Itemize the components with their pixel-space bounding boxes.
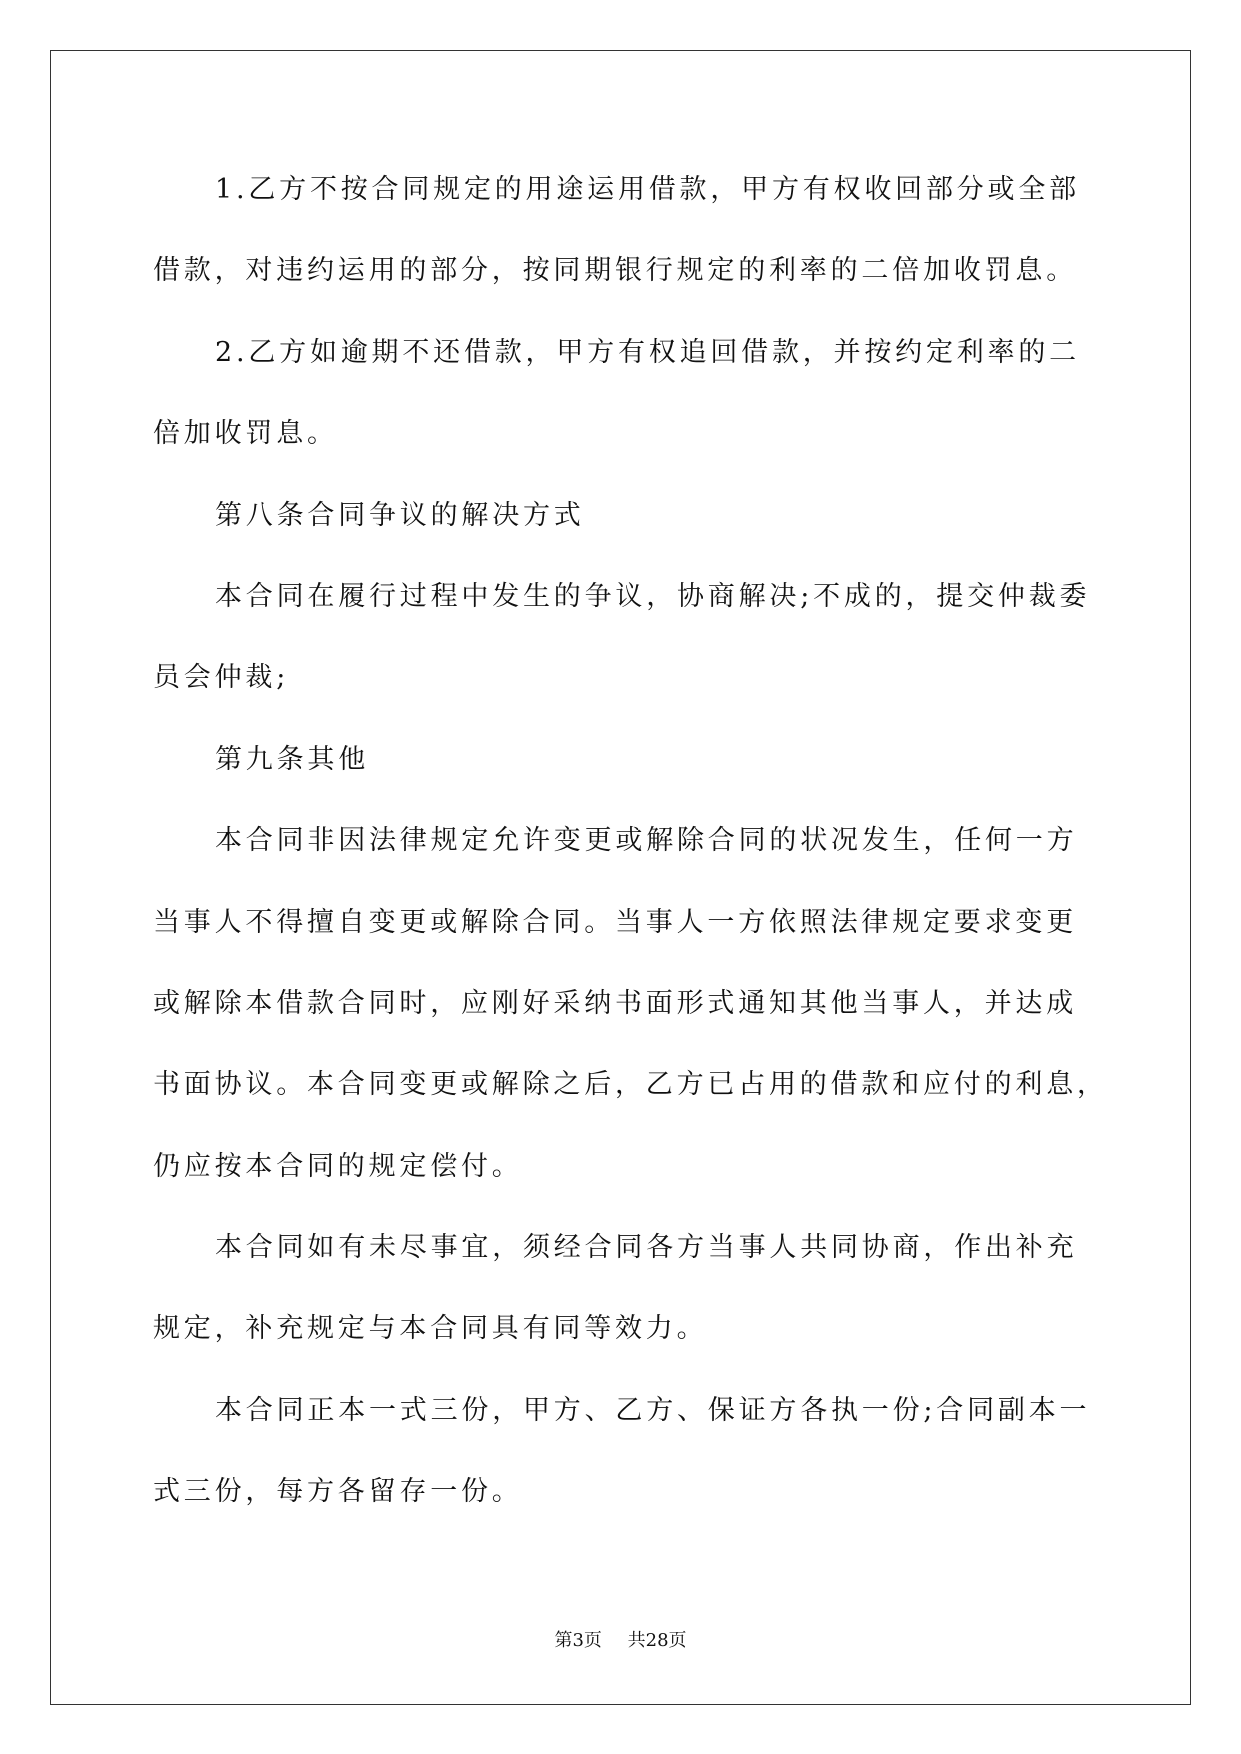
paragraph-line: 式三份，每方各留存一份。: [153, 1476, 523, 1508]
clause-misuse-penalty: [153, 149, 1133, 312]
modification-termination-text: [153, 800, 1133, 1207]
dispute-resolution-text: [153, 556, 1133, 719]
article-8-heading: [153, 475, 1133, 556]
paragraph-line: 仍应按本合同的规定偿付。: [153, 1150, 523, 1182]
article-9-heading: [153, 719, 1133, 800]
page-footer: [0, 1629, 1241, 1653]
paragraph-line: 本合同如有未尽事宜，须经合同各方当事人共同协商，作出补充: [215, 1232, 1078, 1264]
paragraph-line: 本合同非因法律规定允许变更或解除合同的状况发生，任何一方: [215, 825, 1078, 857]
paragraph-line: 书面协议。本合同变更或解除之后，乙方已占用的借款和应付的利息，: [153, 1069, 1108, 1101]
paragraph-line: 2.乙方如逾期不还借款，甲方有权追回借款，并按约定利率的二: [215, 336, 1080, 368]
clause-overdue-penalty: [153, 312, 1133, 475]
paragraph-line: 员会仲裁;: [153, 662, 290, 694]
paragraph-line: 当事人不得擅自变更或解除合同。当事人一方依照法律规定要求变更: [153, 906, 1077, 938]
total-pages: 共28页: [627, 1630, 687, 1651]
paragraph-line: 规定，补充规定与本合同具有同等效力。: [153, 1313, 708, 1345]
paragraph-line: 借款，对违约运用的部分，按同期银行规定的利率的二倍加收罚息。: [153, 255, 1077, 287]
heading-line: 第八条合同争议的解决方式: [215, 499, 585, 531]
paragraph-line: 倍加收罚息。: [153, 418, 338, 450]
document-body: [153, 149, 1133, 1533]
paragraph-line: 本合同正本一式三份，甲方、乙方、保证方各执一份;合同副本一: [215, 1394, 1091, 1426]
paragraph-line: 或解除本借款合同时，应刚好采纳书面形式通知其他当事人，并达成: [153, 987, 1077, 1019]
paragraph-line: 本合同在履行过程中发生的争议，协商解决;不成的，提交仲裁委: [215, 580, 1091, 612]
page-number: 第3页: [554, 1630, 602, 1651]
heading-line: 第九条其他: [215, 743, 369, 775]
paragraph-line: 1.乙方不按合同规定的用途运用借款，甲方有权收回部分或全部: [215, 174, 1080, 205]
copies-text: [153, 1370, 1133, 1533]
supplementary-provisions-text: [153, 1207, 1133, 1370]
